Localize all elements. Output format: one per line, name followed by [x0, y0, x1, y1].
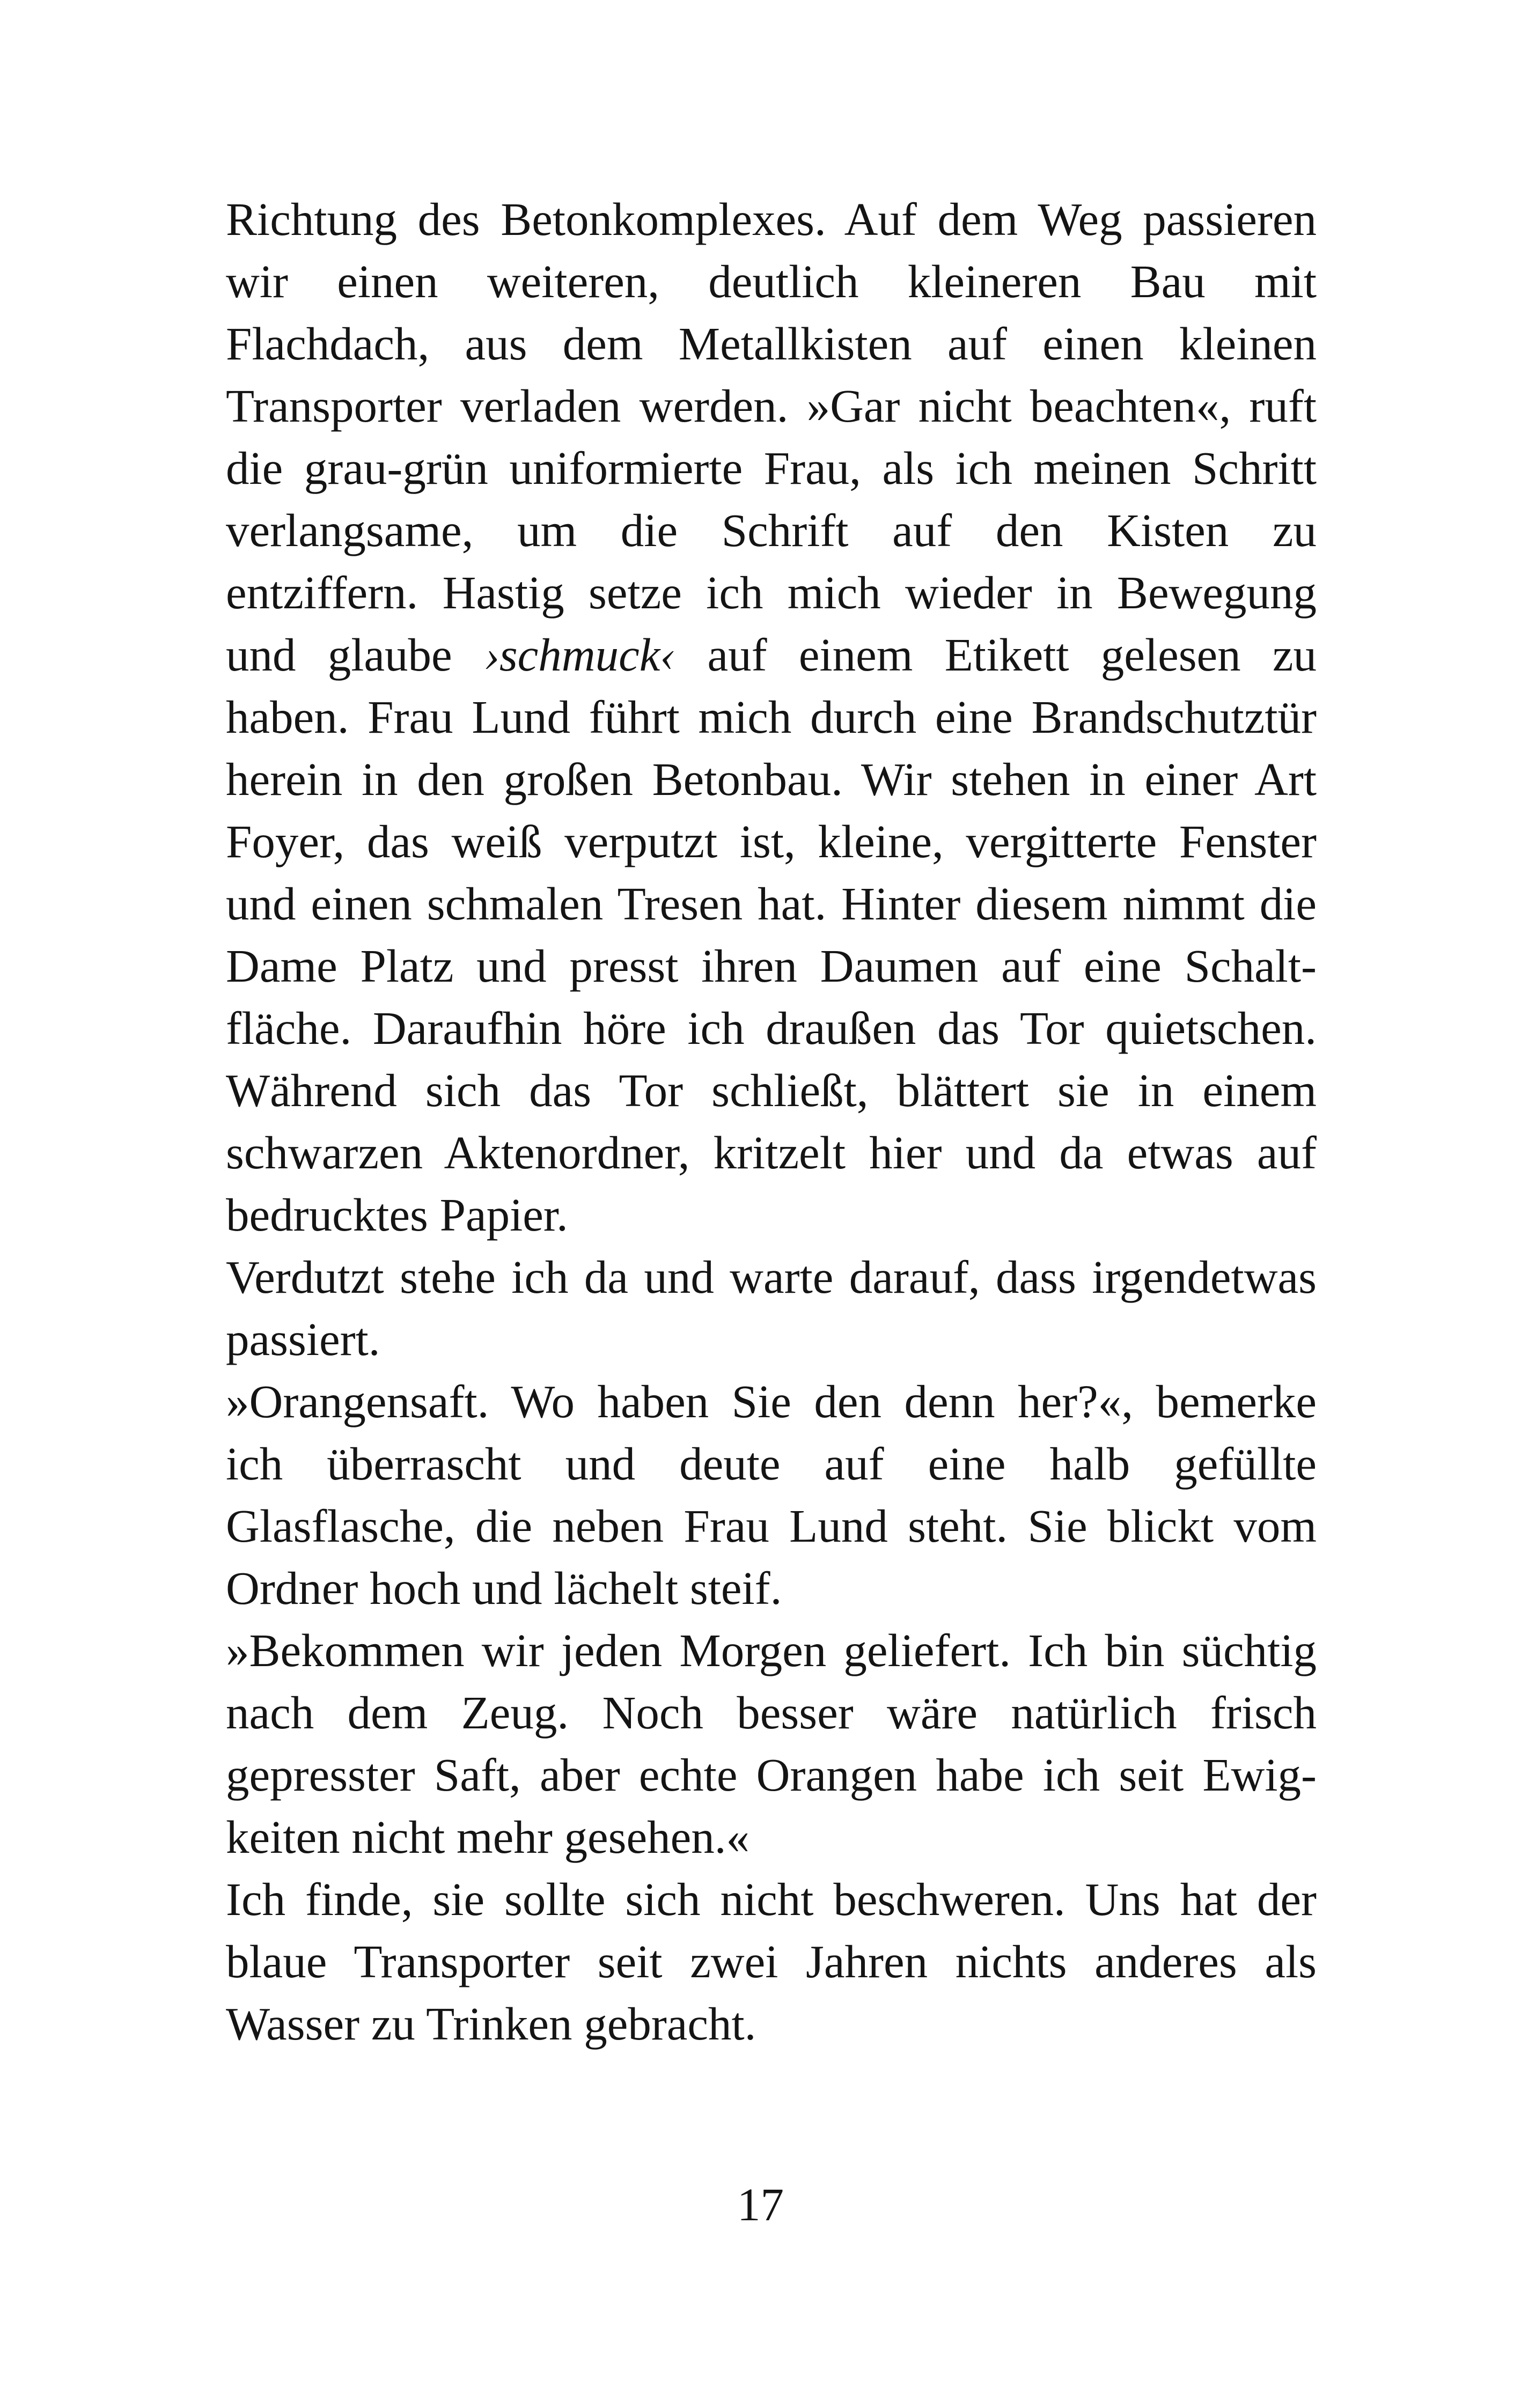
- text-line: entziffern. Hastig setze ich mich wieder in Bewegung: [226, 566, 1317, 618]
- text-line: herein in den großen Betonbau. Wir stehen in einer Art: [226, 753, 1317, 805]
- text-line: ich überrascht und deute auf eine halb gefüllte: [226, 1438, 1317, 1490]
- text-segment: und glaube: [226, 629, 484, 681]
- text-line: Dame Platz und presst ihren Daumen auf eine Schalt-: [226, 940, 1317, 992]
- text-line: Ordner hoch und lächelt steif.: [226, 1562, 782, 1614]
- text-line: bedrucktes Papier.: [226, 1189, 568, 1241]
- text-line: nach dem Zeug. Noch besser wäre natürlich frisch: [226, 1687, 1317, 1739]
- text-line: »Orangensaft. Wo haben Sie den denn her?«, bemerke: [226, 1375, 1317, 1427]
- page-number: 17: [737, 2178, 784, 2230]
- text-line: blaue Transporter seit zwei Jahren nichts anderes als: [226, 1935, 1317, 1987]
- text-line: schwarzen Aktenordner, kritzelt hier und da etwas auf: [226, 1126, 1317, 1179]
- text-line: Verdutzt stehe ich da und warte darauf, dass irgendetwas: [226, 1251, 1317, 1303]
- text-line: und einen schmalen Tresen hat. Hinter diesem nimmt die: [226, 878, 1317, 930]
- text-line: Foyer, das weiß verputzt ist, kleine, vergitterte Fenster: [226, 815, 1317, 867]
- text-line: [226, 624, 1317, 686]
- text-line: Richtung des Betonkomplexes. Auf dem Weg passieren: [226, 193, 1317, 245]
- text-line: wir einen weiteren, deutlich kleineren Bau mit: [226, 255, 1317, 307]
- text-line: Ich finde, sie sollte sich nicht beschweren. Uns hat der: [226, 1873, 1317, 1925]
- text-line: die grau-grün uniformierte Frau, als ich meinen Schritt: [226, 442, 1317, 494]
- text-line: Glasflasche, die neben Frau Lund steht. Sie blickt vom: [226, 1500, 1317, 1552]
- text-line: passiert.: [226, 1313, 380, 1365]
- body-text: [226, 188, 1317, 2055]
- text-line: Während sich das Tor schließt, blättert sie in einem: [226, 1064, 1317, 1116]
- emphasized-word: ›schmuck‹: [483, 629, 676, 681]
- text-line: fläche. Daraufhin höre ich draußen das Tor quietschen.: [226, 1002, 1317, 1054]
- text-line: gepresster Saft, aber echte Orangen habe ich seit Ewig-: [226, 1749, 1317, 1801]
- text-line: »Bekommen wir jeden Morgen geliefert. Ich bin süchtig: [226, 1624, 1317, 1676]
- text-line: Transporter verladen werden. »Gar nicht beachten«, ruft: [226, 380, 1317, 432]
- text-line: Flachdach, aus dem Metallkisten auf einen kleinen: [226, 318, 1317, 370]
- text-line: keiten nicht mehr gesehen.«: [226, 1811, 750, 1863]
- text-line: haben. Frau Lund führt mich durch eine Brandschutztür: [226, 691, 1317, 743]
- text-line: verlangsame, um die Schrift auf den Kisten zu: [226, 504, 1317, 556]
- text-segment: auf einem Etikett gelesen zu: [675, 629, 1317, 681]
- text-line: Wasser zu Trinken gebracht.: [226, 1998, 756, 2050]
